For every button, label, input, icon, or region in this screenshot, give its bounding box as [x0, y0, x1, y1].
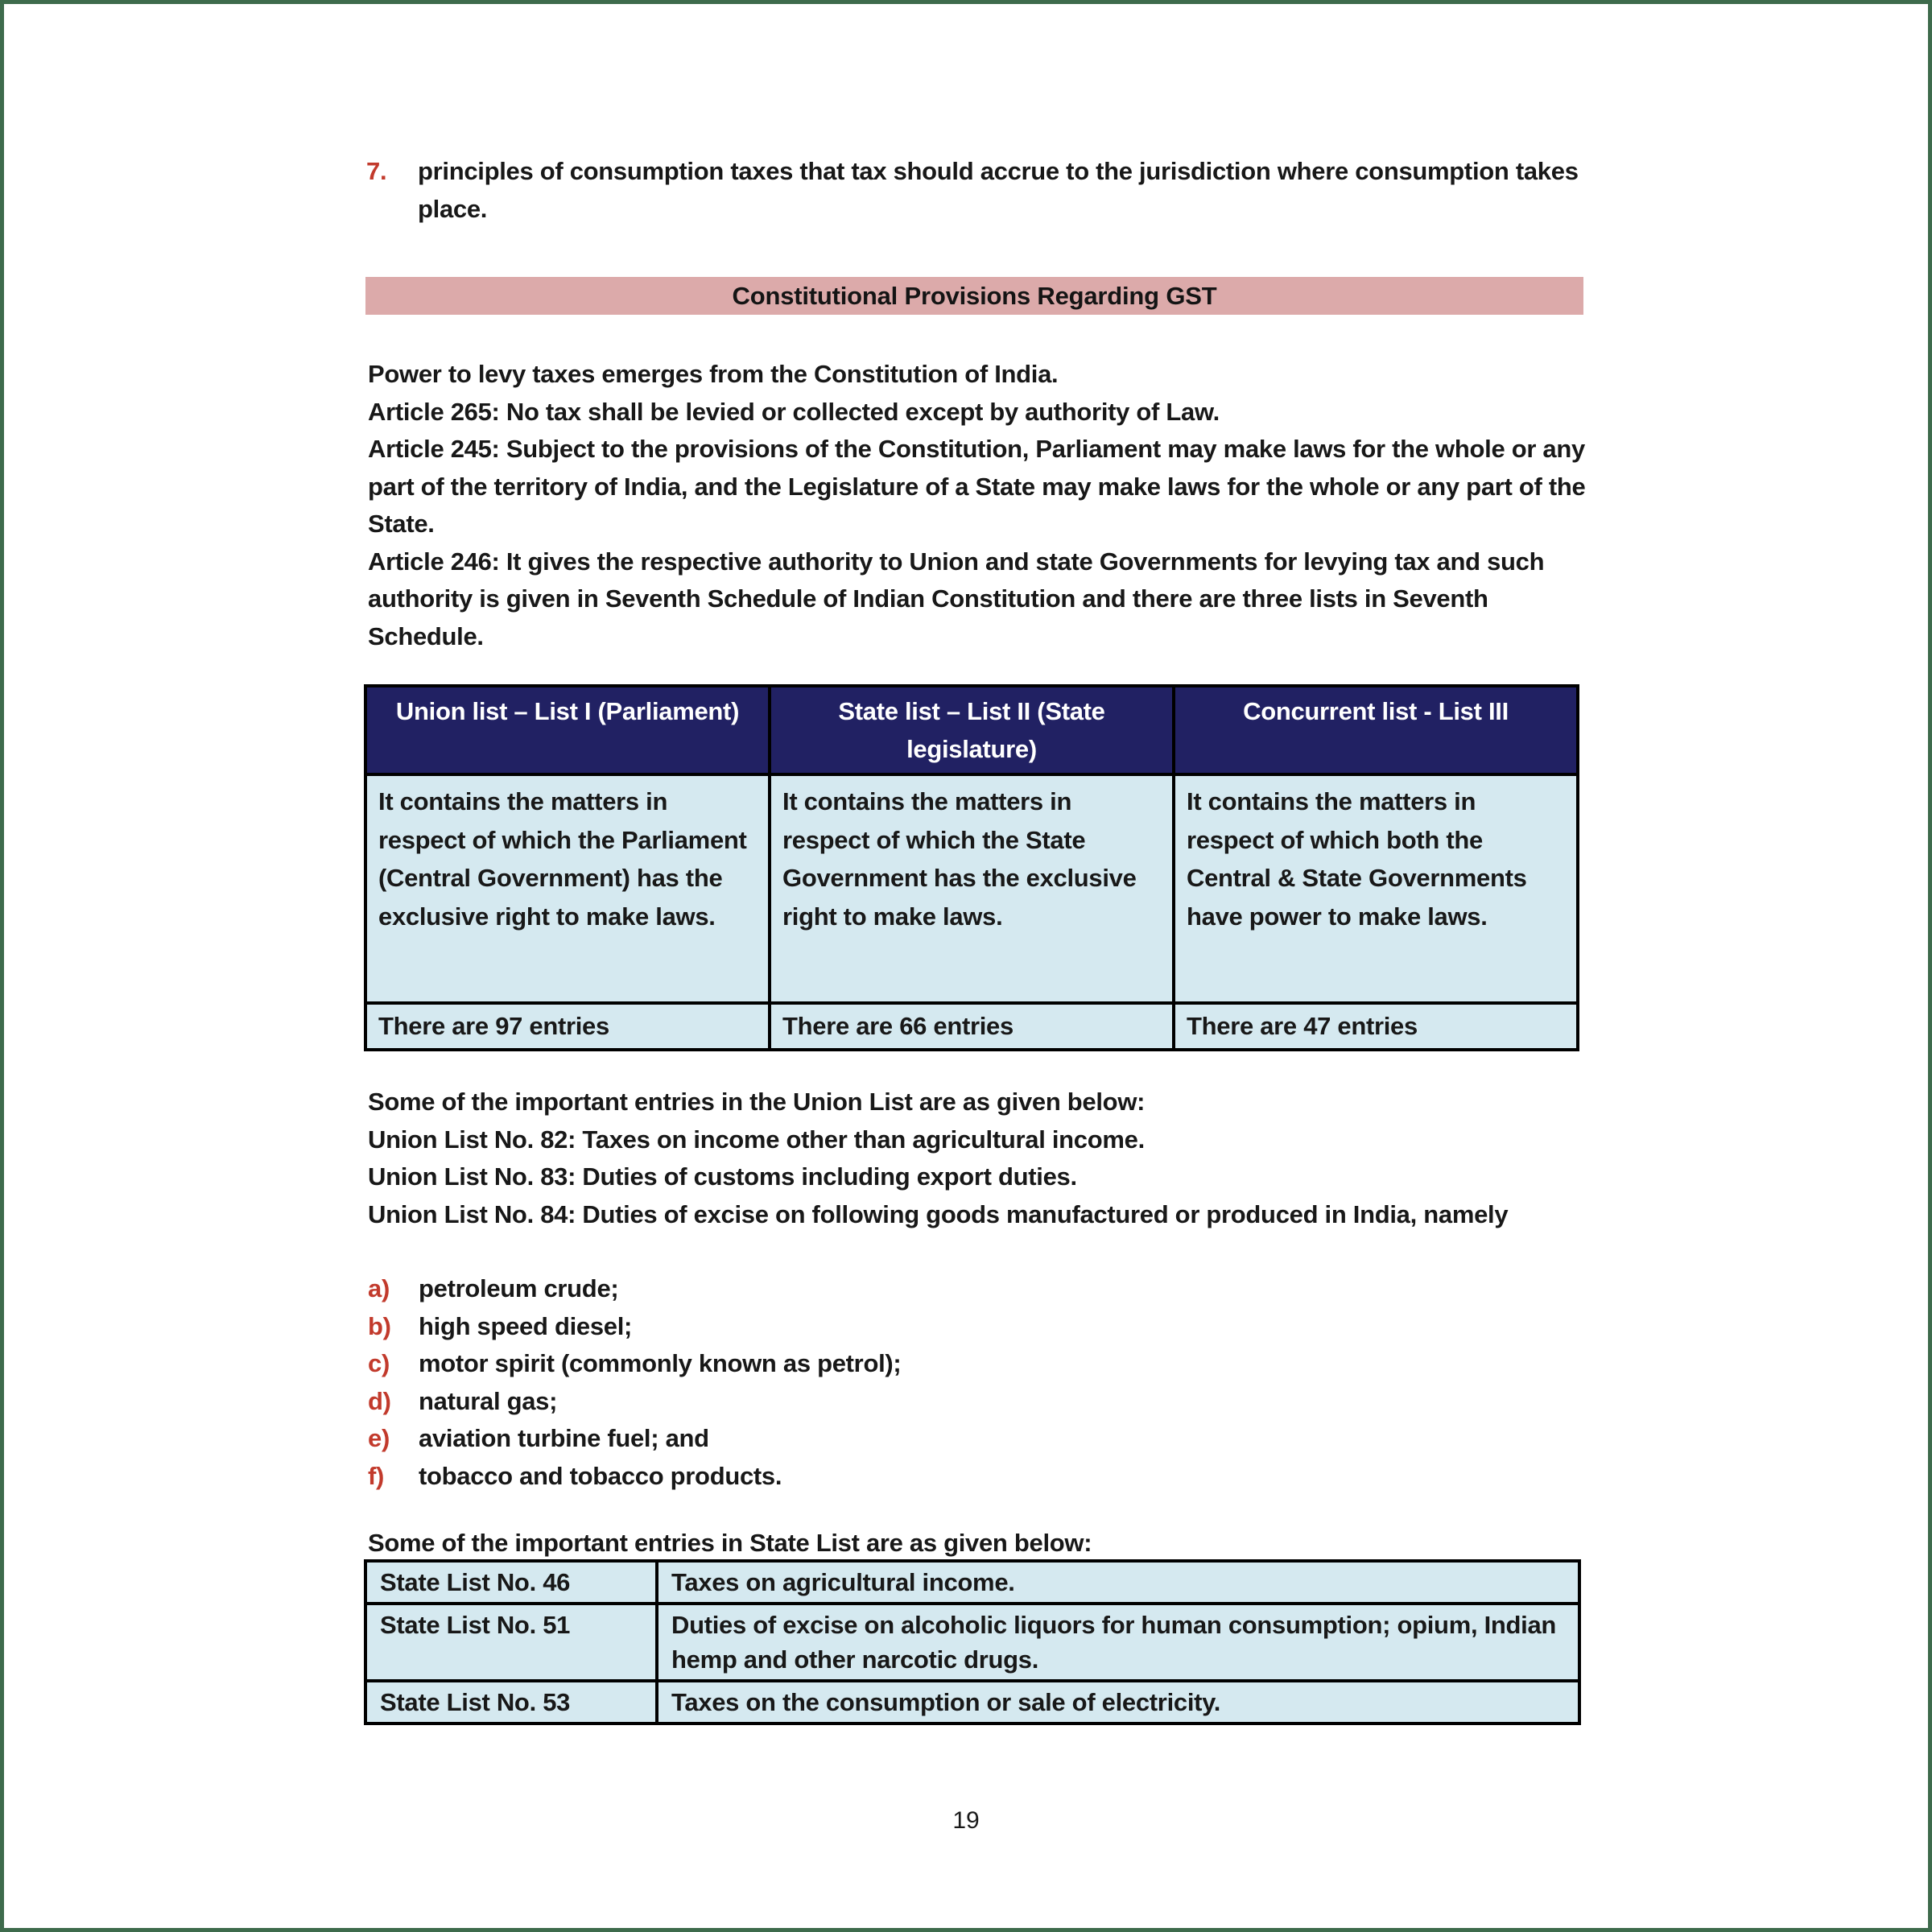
list-letter: e) [368, 1424, 390, 1452]
list-item-text: tobacco and tobacco products. [419, 1461, 782, 1490]
state-list-no-53-desc: Taxes on the consumption or sale of electricity. [657, 1681, 1579, 1724]
concurrent-list-description: It contains the matters in respect of which both the Central & State Governments have power to make laws. [1174, 774, 1578, 1003]
list-letter: d) [368, 1386, 391, 1415]
header-concurrent-list: Concurrent list - List III [1174, 686, 1578, 774]
table-row [365, 1561, 1579, 1604]
list-item [368, 1345, 1591, 1383]
list-item-text: petroleum crude; [419, 1274, 619, 1302]
table-row [365, 1681, 1579, 1724]
list-letter: f) [368, 1461, 385, 1490]
union-list-intro: Some of the important entries in the Union List are as given below: [368, 1088, 1146, 1116]
section-banner: Constitutional Provisions Regarding GST [365, 277, 1583, 315]
state-list-no-46-desc: Taxes on agricultural income. [657, 1561, 1579, 1604]
list-item-text: motor spirit (commonly known as petrol); [419, 1349, 902, 1377]
list-item [368, 1420, 1591, 1458]
concurrent-list-entries: There are 47 entries [1174, 1003, 1578, 1050]
list-item [368, 1458, 1591, 1496]
state-list-description: It contains the matters in respect of which the State Government has the exclusive right to make laws. [770, 774, 1174, 1003]
state-list-table [364, 1559, 1581, 1725]
table-row [365, 1003, 1578, 1050]
table-row [365, 774, 1578, 1003]
list-item-text: natural gas; [419, 1386, 558, 1415]
item-7-number: 7. [366, 157, 387, 185]
intro-power-line: Power to levy taxes emerges from the Constitution of India. [368, 360, 1059, 388]
item-7-text: principles of consumption taxes that tax should accrue to the jurisdiction where consumption takes place. [418, 157, 1579, 223]
intro-article-246: Article 246: It gives the respective authority to Union and state Governments for levying tax and such authority is given in Seventh Schedule of Indian Constitution and there are three lists in Seventh Schedule. [368, 547, 1545, 650]
union-list-entries: There are 97 entries [365, 1003, 770, 1050]
intro-article-265: Article 265: No tax shall be levied or collected except by authority of Law. [368, 397, 1220, 426]
state-list-no-51: State List No. 51 [365, 1604, 657, 1681]
state-list-intro: Some of the important entries in State List are as given below: [368, 1529, 1092, 1557]
constitution-intro [368, 356, 1591, 655]
union-list-item-82: Union List No. 82: Taxes on income other than agricultural income. [368, 1125, 1145, 1154]
union-list-item-83: Union List No. 83: Duties of customs including export duties. [368, 1162, 1077, 1191]
list-item [368, 1308, 1591, 1346]
page-number: 19 [952, 1807, 980, 1834]
union-list-description: It contains the matters in respect of which the Parliament (Central Government) has the exclusive right to make laws. [365, 774, 770, 1003]
state-list-no-51-desc: Duties of excise on alcoholic liquors for human consumption; opium, Indian hemp and other narcotic drugs. [657, 1604, 1579, 1681]
list-letter: c) [368, 1349, 390, 1377]
table-row [365, 1604, 1579, 1681]
state-list-entries: There are 66 entries [770, 1003, 1174, 1050]
list-letter: a) [368, 1274, 390, 1302]
list-item [368, 1383, 1591, 1421]
list-letter: b) [368, 1311, 391, 1340]
table-header-row [365, 686, 1578, 774]
state-list-no-53: State List No. 53 [365, 1681, 657, 1724]
union-list-section [368, 1084, 1596, 1233]
excisable-goods-list [368, 1270, 1591, 1495]
state-list-no-46: State List No. 46 [365, 1561, 657, 1604]
numbered-item-7 [366, 153, 1594, 228]
list-item-text: high speed diesel; [419, 1311, 633, 1340]
header-state-list: State list – List II (State legislature) [770, 686, 1174, 774]
intro-article-245: Article 245: Subject to the provisions of the Constitution, Parliament may make laws for the whole or any part of the territory of India, and the Legislature of a State may make laws for the whole or any part of the State. [368, 435, 1586, 538]
list-item [368, 1270, 1591, 1308]
list-item-text: aviation turbine fuel; and [419, 1424, 709, 1452]
union-list-item-84: Union List No. 84: Duties of excise on following goods manufactured or produced in India, namely [368, 1199, 1509, 1228]
seventh-schedule-lists-table [364, 684, 1579, 1051]
header-union-list: Union list – List I (Parliament) [365, 686, 770, 774]
